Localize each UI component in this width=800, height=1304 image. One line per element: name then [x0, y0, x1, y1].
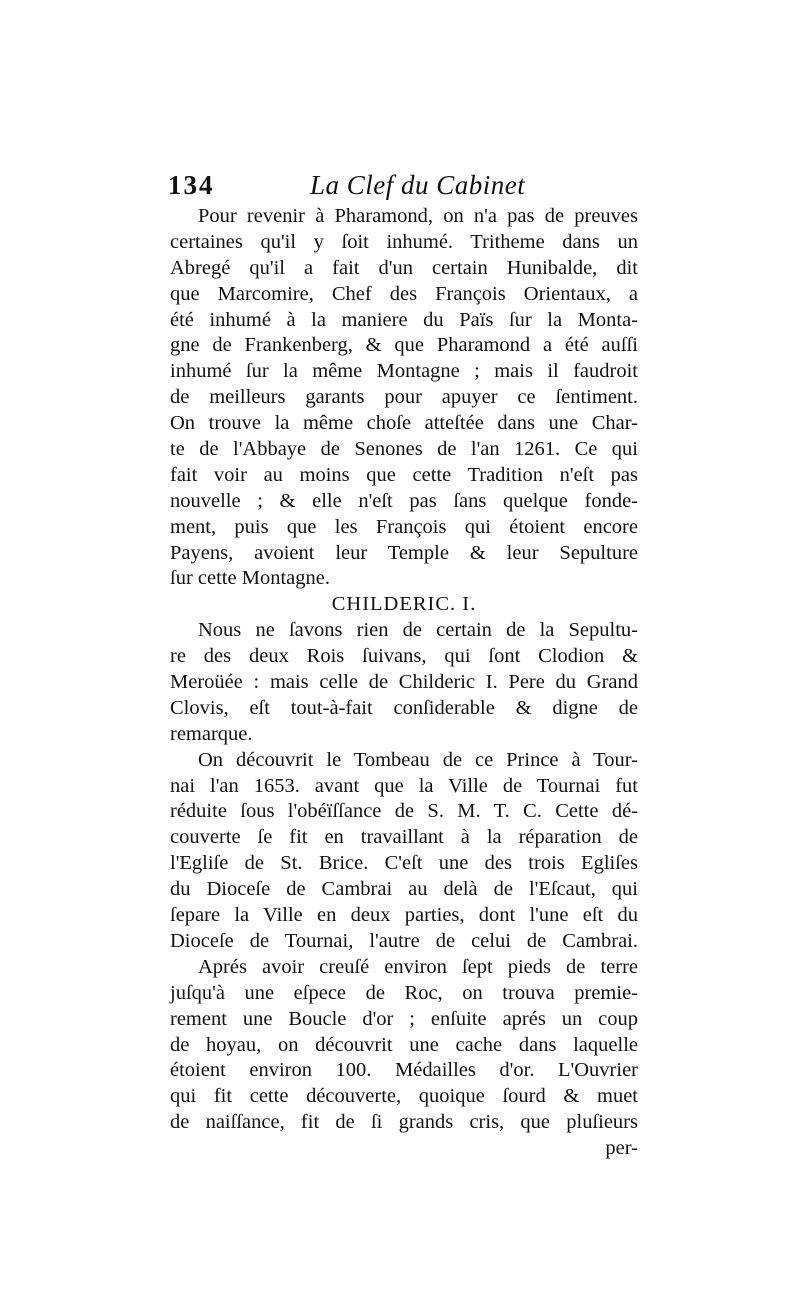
text-line: Aprés avoir creuſé environ ſept pieds de terre	[198, 955, 638, 978]
text-line: de naiſſance, fit de ſi grands cris, que pluſieurs	[170, 1111, 638, 1134]
catchword: per-	[605, 1137, 638, 1160]
text-line: inhumé ſur la même Montagne ; mais il faudroit	[170, 360, 638, 383]
text-line: de hoyau, on découvrit une cache dans laquelle	[170, 1033, 638, 1056]
text-line: te de l'Abbaye de Senones de l'an 1261. Ce qui	[170, 438, 638, 461]
text-line: de meilleurs garants pour apuyer ce ſentiment.	[170, 386, 638, 409]
text-line: Pour revenir à Pharamond, on n'a pas de preuves	[198, 205, 638, 227]
text-line: Clovis, eſt tout-à-fait conſiderable & digne de	[170, 696, 638, 719]
page-number: 134	[168, 170, 215, 200]
text-line: étoient environ 100. Médailles d'or. L'Ouvrier	[170, 1059, 638, 1082]
text-line: l'Egliſe de St. Brice. C'eſt une des trois Egliſes	[170, 852, 638, 875]
text-line: rement une Boucle d'or ; enſuite aprés un coup	[170, 1007, 638, 1030]
section-heading: CHILDERIC. I.	[331, 593, 477, 616]
running-title: La Clef du Cabinet	[310, 170, 526, 200]
text-line: Nous ne ſavons rien de certain de la Sepultu-	[198, 619, 638, 642]
text-line: Payens, avoient leur Temple & leur Sepulture	[170, 541, 638, 564]
text-line: réduite ſous l'obéïſſance de S. M. T. C. Cette dé-	[170, 800, 638, 823]
text-line: couverte ſe fit en travaillant à la réparation de	[170, 826, 638, 849]
body-text	[170, 204, 638, 1162]
text-line: qui fit cette découverte, quoique ſourd & muet	[170, 1085, 638, 1108]
text-line: gne de Frankenberg, & que Pharamond a été auſſi	[170, 334, 638, 357]
text-line: été inhumé à la maniere du Païs ſur la Monta-	[170, 308, 638, 331]
text-line: ſepare la Ville en deux parties, dont l'une eſt du	[170, 904, 638, 927]
text-line: ſur cette Montagne.	[170, 567, 330, 590]
text-line: re des deux Rois ſuivans, qui ſont Clodion &	[170, 645, 638, 668]
text-line: juſqu'à une eſpece de Roc, on trouva premie-	[170, 981, 638, 1004]
text-line: du Dioceſe de Cambrai au delà de l'Eſcaut, qui	[170, 878, 638, 901]
text-line: nai l'an 1653. avant que la Ville de Tournai fut	[170, 774, 638, 797]
text-line: remarque.	[170, 722, 253, 745]
text-line: On découvrit le Tombeau de ce Prince à Tour-	[198, 748, 638, 771]
text-line: que Marcomire, Chef des François Orientaux, a	[170, 282, 638, 305]
text-line: Meroüée : mais celle de Childeric I. Pere du Grand	[170, 671, 638, 694]
text-line: certaines qu'il y ſoit inhumé. Tritheme dans un	[170, 230, 638, 253]
text-line: fait voir au moins que cette Tradition n'eſt pas	[170, 463, 638, 486]
text-line: ment, puis que les François qui étoient encore	[170, 515, 638, 538]
text-line: nouvelle ; & elle n'eſt pas ſans quelque fonde-	[170, 489, 638, 512]
text-line: Abregé qu'il a fait d'un certain Hunibalde, dit	[170, 256, 638, 279]
text-line: Dioceſe de Tournai, l'autre de celui de Cambrai.	[170, 929, 638, 952]
text-line: On trouve la même choſe atteſtée dans une Char-	[170, 412, 638, 435]
